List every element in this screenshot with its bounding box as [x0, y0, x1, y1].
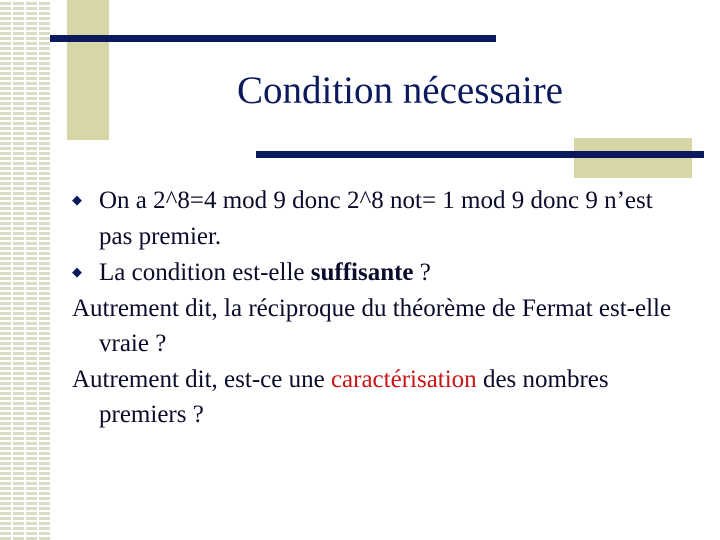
- diamond-bullet-icon: [72, 254, 99, 290]
- bullet-item-2-emphasis: suffisante: [310, 259, 414, 286]
- paragraph-reciprocal: [72, 291, 672, 362]
- slide-title: Condition nécessaire: [237, 69, 563, 112]
- title-rule-top: [50, 35, 496, 42]
- decorative-stripe-band: [0, 0, 52, 540]
- paragraph-characterisation: [72, 362, 672, 433]
- decorative-block-right: [574, 138, 692, 178]
- title-rule-bottom: [256, 151, 704, 158]
- bullet-item-2: [72, 254, 672, 291]
- bullet-item-2-text-before: La condition est-elle: [99, 259, 311, 286]
- bullet-item-1-text: On a 2^8=4 mod 9 donc 2^8 not= 1 mod 9 donc 9 n’est pas premier.: [99, 187, 653, 250]
- diamond-bullet-icon: [72, 182, 99, 218]
- slide-body: [72, 182, 672, 433]
- paragraph-reciprocal-text: Autrement dit, la réciproque du théorème de Fermat est-elle vraie ?: [72, 294, 672, 357]
- characterisation-highlight: caractérisation: [330, 365, 477, 393]
- bullet-item-2-text-after: ?: [413, 259, 431, 286]
- decorative-block-top: [67, 0, 109, 140]
- bullet-item-1: [72, 182, 672, 254]
- paragraph-characterisation-after: des nombres premiers ?: [99, 365, 609, 428]
- paragraph-characterisation-before: Autrement dit, est-ce une: [72, 365, 331, 393]
